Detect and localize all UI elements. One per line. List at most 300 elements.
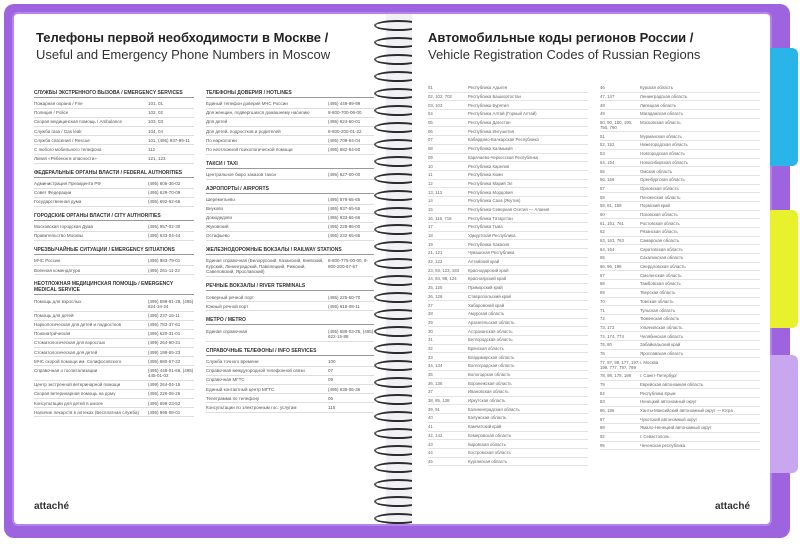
region-name: Удмуртская Республика xyxy=(468,233,516,239)
region-code: 33 xyxy=(428,354,433,360)
service-name: Консультации по электронным гос. услугам xyxy=(206,404,297,410)
phone-row xyxy=(34,321,194,330)
region-name: Краснодарский край xyxy=(468,267,509,273)
phone-number: (495) 636-06-36 xyxy=(328,386,361,392)
region-name: Республика Башкортостан xyxy=(468,94,521,100)
phone-number: 102, 02 xyxy=(148,110,164,116)
region-row xyxy=(428,293,588,302)
region-code: 53 xyxy=(600,151,605,157)
region-row xyxy=(428,188,588,197)
section-title: АЭРОПОРТЫ / AIRPORTS xyxy=(206,186,374,194)
index-tab-purple[interactable] xyxy=(770,355,798,473)
region-row xyxy=(428,405,588,414)
region-row xyxy=(600,237,760,246)
region-row xyxy=(600,298,760,307)
phone-row xyxy=(34,339,194,348)
region-code: 37 xyxy=(428,389,433,395)
region-row xyxy=(428,388,588,397)
region-code: 83 xyxy=(600,399,605,405)
phone-row xyxy=(34,198,194,207)
phone-number: (495) 783-37-61 xyxy=(148,322,181,328)
phone-row xyxy=(206,293,374,302)
service-name: Наркологическая для детей и подростков xyxy=(34,322,122,328)
region-row xyxy=(428,336,588,345)
region-row xyxy=(600,280,760,289)
region-row xyxy=(428,110,588,119)
service-name: Центральное бюро заказов такси xyxy=(206,171,276,177)
phone-number: (495) 933-66-66 xyxy=(328,215,361,221)
region-code: 31 xyxy=(428,337,433,343)
region-code: 14 xyxy=(428,198,433,204)
phone-row xyxy=(206,327,374,342)
region-name: Томская область xyxy=(640,298,674,304)
phone-row xyxy=(206,376,374,385)
region-code: 50, 90, 150, 190, 750, 790 xyxy=(600,120,633,131)
region-name: Белгородская область xyxy=(468,337,513,343)
region-code: 66, 96, 196 xyxy=(600,264,622,270)
phone-row xyxy=(34,100,194,109)
region-row xyxy=(428,223,588,232)
service-name: Телеграмма по телефону xyxy=(206,395,260,401)
region-name: Кабардино-Балкарская Республика xyxy=(468,137,539,143)
region-code: 01 xyxy=(428,85,433,91)
region-code: 51 xyxy=(600,133,605,139)
region-code: 59, 81, 159 xyxy=(600,203,622,209)
region-name: Ульяновская область xyxy=(640,324,683,330)
region-code: 29 xyxy=(428,319,433,325)
service-name: С любого мобильного телефона xyxy=(34,146,102,152)
region-name: Красноярский край xyxy=(468,276,506,282)
region-code: 54, 154 xyxy=(600,159,615,165)
section-title: ФЕДЕРАЛЬНЫЕ ОРГАНЫ ВЛАСТИ / FEDERAL AUTHORITIES xyxy=(34,170,194,178)
region-name: Курганская область xyxy=(468,458,508,464)
region-row xyxy=(600,219,760,228)
region-name: Челябинская область xyxy=(640,333,684,339)
region-row xyxy=(428,232,588,241)
region-name: Оренбургская область xyxy=(640,177,685,183)
left-page-title xyxy=(14,14,386,63)
region-code: 12 xyxy=(428,180,433,186)
region-name: Республика Адыгея xyxy=(468,85,508,91)
service-name: Скорая ветеринарная помощь на дому xyxy=(34,391,116,397)
phone-number: 8-800-775-00-00, 8-800-200-67-67 xyxy=(328,258,369,269)
phone-number: (495) 680-67-22 xyxy=(148,358,181,364)
region-code: 62 xyxy=(600,229,605,235)
region-row xyxy=(428,353,588,362)
region-name: Самарская область xyxy=(640,238,680,244)
left-title-en: Useful and Emergency Phone Numbers in Moscow xyxy=(36,47,331,62)
region-row xyxy=(600,119,760,133)
region-row xyxy=(600,271,760,280)
region-code: 61, 161, 761 xyxy=(600,220,624,226)
region-code: 39, 91 xyxy=(428,406,440,412)
service-name: Для женщин, подвергшихся домашнему насилию xyxy=(206,110,310,116)
service-name: Домодедово xyxy=(206,215,233,221)
region-name: Карачаево-Черкесская Республика xyxy=(468,154,539,160)
region-code: 46 xyxy=(600,85,605,91)
phone-number: (499) 264-04-15 xyxy=(148,382,181,388)
region-code: 65 xyxy=(600,255,605,261)
section-title: ТАКСИ / TAXI xyxy=(206,161,374,169)
region-code: 18 xyxy=(428,233,433,239)
region-name: Липецкая область xyxy=(640,102,677,108)
service-name: Шереметьево xyxy=(206,196,235,202)
region-name: Саратовская область xyxy=(640,246,683,252)
region-row xyxy=(600,193,760,202)
region-name: Брянская область xyxy=(468,345,504,351)
region-row xyxy=(428,301,588,310)
region-row xyxy=(428,180,588,189)
region-code: 03, 103 xyxy=(428,102,443,108)
section-title: ЖЕЛЕЗНОДОРОЖНЫЕ ВОКЗАЛЫ / RAILWAY STATIONS xyxy=(206,247,374,255)
service-name: Скорая медицинская помощь / Ambulance xyxy=(34,119,123,125)
region-code: 60 xyxy=(600,211,605,217)
service-name: Государственная дума xyxy=(34,199,82,205)
phone-row xyxy=(206,385,374,394)
phone-row xyxy=(34,189,194,198)
region-code: 13, 113 xyxy=(428,189,443,195)
service-name: Южный речной порт xyxy=(206,303,249,309)
phone-number: 115 xyxy=(328,404,336,410)
region-row xyxy=(600,433,760,442)
region-code: 40 xyxy=(428,415,433,421)
service-name: Помощь для взрослых xyxy=(34,298,82,304)
region-row xyxy=(600,167,760,176)
service-name: Для детей, подростков и родителей xyxy=(206,128,281,134)
phone-row xyxy=(206,196,374,205)
service-name: МЧС скорой помощи им. Склифосовского xyxy=(34,358,122,364)
region-name: Амурская область xyxy=(468,311,505,317)
region-row xyxy=(428,119,588,128)
region-row xyxy=(600,424,760,433)
region-code: 79 xyxy=(600,382,605,388)
index-tab-blue[interactable] xyxy=(770,48,798,166)
region-name: Магаданская область xyxy=(640,111,684,117)
region-code: 73, 173 xyxy=(600,324,615,330)
region-row xyxy=(428,432,588,441)
phone-row xyxy=(206,109,374,118)
phone-row xyxy=(34,136,194,145)
region-row xyxy=(600,84,760,93)
region-code: 82 xyxy=(600,390,605,396)
service-name: Для детей xyxy=(206,119,228,125)
region-row xyxy=(428,145,588,154)
phone-row xyxy=(34,180,194,189)
region-code: 26, 126 xyxy=(428,293,443,299)
phone-number: (495) 449-99-99 xyxy=(328,101,361,107)
service-name: Служба газа / Gas leak xyxy=(34,128,82,134)
phone-row xyxy=(34,348,194,357)
region-name: Хабаровский край xyxy=(468,302,505,308)
region-name: Ямало-Ненецкий автономный округ xyxy=(640,425,712,431)
service-name: Военная комендатура xyxy=(34,267,81,273)
region-row xyxy=(428,162,588,171)
region-code: 38, 85, 138 xyxy=(428,398,450,404)
phone-row xyxy=(206,145,374,154)
region-name: Еврейская автономная область xyxy=(640,382,704,388)
region-code: 68 xyxy=(600,281,605,287)
region-row xyxy=(600,389,760,398)
region-name: Республика Крым xyxy=(640,390,676,396)
phone-row xyxy=(34,297,194,312)
region-code: 56, 156 xyxy=(600,177,615,183)
region-code: 07 xyxy=(428,137,433,143)
region-code: 22, 122 xyxy=(428,259,443,265)
region-row xyxy=(428,379,588,388)
region-code: 24, 84, 88, 124 xyxy=(428,276,457,282)
region-row xyxy=(600,350,760,359)
region-name: Пермский край xyxy=(640,203,670,209)
section-title: ЧРЕЗВЫЧАЙНЫЕ СИТУАЦИИ / EMERGENCY SITUATIONS xyxy=(34,247,194,255)
service-name: Единый телефон доверия МЧС России xyxy=(206,101,288,107)
region-row xyxy=(428,154,588,163)
region-name: Тюменская область xyxy=(640,316,680,322)
region-name: Калининградская область xyxy=(468,406,520,412)
region-name: Мурманская область xyxy=(640,133,682,139)
region-code: 47, 147 xyxy=(600,94,615,100)
phone-row xyxy=(206,358,374,367)
region-row xyxy=(428,171,588,180)
service-name: Пожарная охрана / Fire xyxy=(34,101,83,107)
service-name: Стоматологическая для взрослых xyxy=(34,340,106,346)
region-code: 57 xyxy=(600,185,605,191)
section-title: СПРАВОЧНЫЕ ТЕЛЕФОНЫ / INFO SERVICES xyxy=(206,348,374,356)
region-row xyxy=(600,263,760,272)
phone-number: 09 xyxy=(328,377,334,383)
region-name: Алтайский край xyxy=(468,259,500,265)
phone-row xyxy=(206,257,374,277)
region-row xyxy=(428,249,588,258)
region-code: 27 xyxy=(428,302,433,308)
region-row xyxy=(600,159,760,168)
phone-row xyxy=(34,257,194,266)
phone-columns xyxy=(34,84,374,494)
region-row xyxy=(428,101,588,110)
right-page xyxy=(412,14,770,524)
right-title-en: Vehicle Registration Codes of Russian Regions xyxy=(428,47,701,62)
service-name: Служба точного времени xyxy=(206,359,259,365)
region-code: 34, 134 xyxy=(428,363,443,369)
phone-row xyxy=(34,145,194,154)
region-name: Республика Бурятия xyxy=(468,102,509,108)
service-name: Служба спасения / Rescue xyxy=(34,137,90,143)
phone-number: (495) 688-03-25, (495) 622-15-88 xyxy=(328,328,374,340)
region-row xyxy=(600,228,760,237)
phone-number: (495) 226-06-26 xyxy=(148,391,181,397)
phone-row xyxy=(34,381,194,390)
brand-logo-left: attaché xyxy=(34,501,70,512)
phone-row xyxy=(206,223,374,232)
region-row xyxy=(600,141,760,150)
region-row xyxy=(428,127,588,136)
phone-number: (495) 627-00-00 xyxy=(328,171,361,177)
region-row xyxy=(600,324,760,333)
service-name: Северный речной порт xyxy=(206,294,254,300)
phone-row xyxy=(34,232,194,241)
region-row xyxy=(600,185,760,194)
region-row xyxy=(428,327,588,336)
region-name: Сахалинская область xyxy=(640,255,684,261)
region-code: 32 xyxy=(428,345,433,351)
region-code: 41 xyxy=(428,424,433,430)
region-code: 30 xyxy=(428,328,433,334)
phone-number: 121, 123 xyxy=(148,155,166,161)
phone-row xyxy=(206,127,374,136)
region-name: Ханты-Мансийский автономный округ — Югра xyxy=(640,408,733,414)
region-code: 43 xyxy=(428,441,433,447)
region-name: Камчатский край xyxy=(468,424,502,430)
region-row xyxy=(600,176,760,185)
region-name: Вологодская область xyxy=(468,372,511,378)
region-name: Тамбовская область xyxy=(640,281,681,287)
phone-row xyxy=(206,403,374,412)
region-row xyxy=(600,254,760,263)
phone-number: (495) 692-62-66 xyxy=(148,199,181,205)
region-name: Республика Калмыкия xyxy=(468,146,513,152)
region-column-1 xyxy=(428,84,588,466)
region-row xyxy=(428,423,588,432)
region-name: Республика Татарстан xyxy=(468,215,513,221)
region-row xyxy=(428,310,588,319)
region-code: 10 xyxy=(428,163,433,169)
right-title-ru: Автомобильные коды регионов России / xyxy=(428,30,694,45)
region-name: Тульская область xyxy=(640,307,676,313)
service-name: Справочная о госпитализации xyxy=(34,367,98,373)
phone-number: (495) 620-31-01 xyxy=(148,331,181,337)
phone-number: (495) 606-36-02 xyxy=(148,180,181,186)
region-row xyxy=(600,211,760,220)
region-name: Свердловская область xyxy=(640,264,686,270)
index-tab-yellow[interactable] xyxy=(770,210,798,328)
region-code: 45 xyxy=(428,458,433,464)
region-name: Республика Карелия xyxy=(468,163,510,169)
phone-row xyxy=(34,155,194,164)
region-row xyxy=(428,275,588,284)
region-name: Смоленская область xyxy=(640,272,682,278)
service-name: Московская городская Дума xyxy=(34,224,93,230)
region-code: 78, 98, 178, 198 xyxy=(600,373,632,379)
region-row xyxy=(428,84,588,93)
region-name: Тверская область xyxy=(640,290,676,296)
region-row xyxy=(600,306,760,315)
region-name: Республика Алтай (Горный Алтай) xyxy=(468,111,537,117)
region-row xyxy=(428,458,588,467)
phone-number: 06 xyxy=(328,395,334,401)
section-title: ГОРОДСКИЕ ОРГАНЫ ВЛАСТИ / CITY AUTHORITIES xyxy=(34,213,194,221)
section-title: НЕОТЛОЖНАЯ МЕДИЦИНСКАЯ ПОМОЩЬ / EMERGENCY MEDICAL SERVICE xyxy=(34,281,194,295)
service-name: Совет Федерации xyxy=(34,190,72,196)
region-name: Чукотский автономный округ xyxy=(640,416,698,422)
phone-row xyxy=(34,312,194,321)
phone-number: (495) 699-61-28, (495) 624-34-24 xyxy=(148,298,194,310)
region-code: 05 xyxy=(428,120,433,126)
phone-number: (499) 198-55-23 xyxy=(148,349,181,355)
region-name: Кемеровская область xyxy=(468,432,512,438)
phone-number: 101, 01 xyxy=(148,101,164,107)
service-name: Единая справочная (Белорусский, Казанский, Киевский, Курский, Ленинградский, Павелецкий, Рижский, Савеловский, Ярославский) xyxy=(206,258,324,275)
region-code: 72 xyxy=(600,316,605,322)
phone-number: (499) 264-60-21 xyxy=(148,340,181,346)
region-name: Пензенская область xyxy=(640,194,681,200)
region-row xyxy=(428,371,588,380)
region-name: Республика Хакасия xyxy=(468,241,509,247)
region-name: Ленинградская область xyxy=(640,94,688,100)
phone-row xyxy=(206,171,374,180)
region-row xyxy=(428,345,588,354)
phone-number: 112 xyxy=(148,146,156,152)
service-name: Консультации для детей в школе xyxy=(34,400,103,406)
section-title: ТЕЛЕФОНЫ ДОВЕРИЯ / HOTLINES xyxy=(206,90,374,98)
phone-number: 07 xyxy=(328,368,334,374)
service-name: Справочная МГТС xyxy=(206,377,245,383)
phone-row xyxy=(206,118,374,127)
region-name: Московская область xyxy=(640,120,681,126)
region-name: Омская область xyxy=(640,168,673,174)
phone-number: 8-800-700-06-00 xyxy=(328,110,362,116)
phone-row xyxy=(34,357,194,366)
region-row xyxy=(600,315,760,324)
service-name: Единый контактный центр МГТС xyxy=(206,386,275,392)
region-name: Орловская область xyxy=(640,185,679,191)
region-name: Ненецкий автономный округ xyxy=(640,399,697,405)
region-row xyxy=(428,414,588,423)
region-row xyxy=(600,415,760,424)
phone-number: (495) 629-70-09 xyxy=(148,190,181,196)
region-code: 23, 93, 123, 193 xyxy=(428,267,460,273)
region-name: Калужская область xyxy=(468,415,507,421)
region-name: Владимирская область xyxy=(468,354,515,360)
region-code: 69 xyxy=(600,290,605,296)
phone-number: (495) 232-65-65 xyxy=(328,233,361,239)
region-name: Псковская область xyxy=(640,211,678,217)
phone-number: (495) 682-84-50 xyxy=(328,146,361,152)
region-code: 15 xyxy=(428,206,433,212)
service-name: Центр экстренной ветеринарной помощи xyxy=(34,382,121,388)
phone-row xyxy=(34,390,194,399)
region-code: 04 xyxy=(428,111,433,117)
region-row xyxy=(600,245,760,254)
region-row xyxy=(428,362,588,371)
phone-number: 104, 04 xyxy=(148,128,164,134)
region-name: Республика Коми xyxy=(468,172,503,178)
region-name: Республика Марий Эл xyxy=(468,180,513,186)
region-name: Республика Северная Осетия — Алания xyxy=(468,206,550,212)
phone-column-2 xyxy=(206,84,374,413)
region-row xyxy=(428,440,588,449)
phone-number: (495) 228-96-00 xyxy=(328,224,361,230)
phone-number: (495) 578-65-65 xyxy=(328,196,361,202)
region-code: 17 xyxy=(428,224,433,230)
region-code: 19 xyxy=(428,241,433,247)
region-row xyxy=(428,284,588,293)
region-name: Новосибирская область xyxy=(640,159,688,165)
region-name: Приморский край xyxy=(468,285,503,291)
region-code: 25, 125 xyxy=(428,285,443,291)
phone-row xyxy=(34,127,194,136)
service-name: Остафьево xyxy=(206,233,230,239)
phone-number: 103, 03 xyxy=(148,119,164,125)
region-name: г. Санкт-Петербург xyxy=(640,373,678,379)
region-code: 36, 136 xyxy=(428,380,443,386)
phone-number: (495) 237-16-11 xyxy=(148,313,180,319)
region-name: Республика Ингушетия xyxy=(468,128,515,134)
region-row xyxy=(428,93,588,102)
phone-number: (495) 699-23-52 xyxy=(148,400,181,406)
service-name: Линия «Ребенок в опасности» xyxy=(34,155,97,161)
service-name: МЧС России xyxy=(34,258,61,264)
phone-number: (495) 957-02-30 xyxy=(148,224,181,230)
region-name: Забайкальский край xyxy=(640,342,681,348)
